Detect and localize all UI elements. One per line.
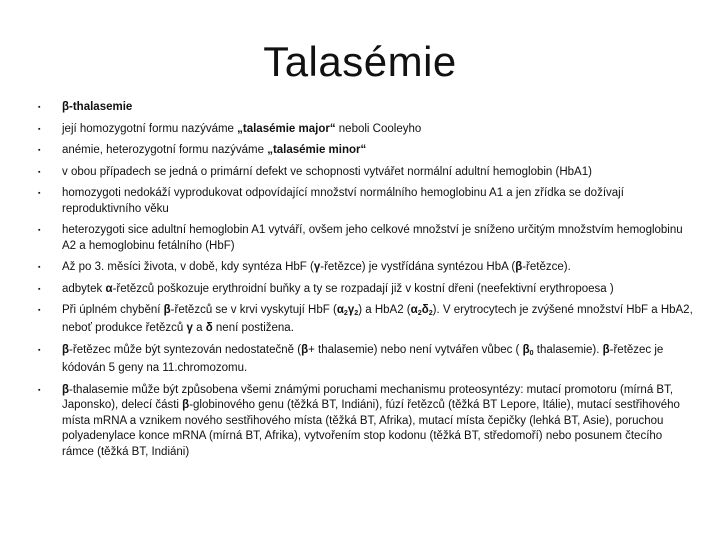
bullet-item xyxy=(38,122,694,138)
bullet-item xyxy=(38,143,694,159)
bullet-marker-icon: ▪ xyxy=(38,227,41,234)
bullet-marker-icon: ▪ xyxy=(38,104,41,111)
bullet-text: v obou případech se jedná o primární defekt ve schopnosti vytvářet normální adultní hemoglobin (HbA1) xyxy=(62,165,592,178)
bullet-item xyxy=(38,282,694,298)
bullet-marker-icon: ▪ xyxy=(38,285,41,293)
bullet-item xyxy=(38,100,694,116)
bullet-marker-icon: ▪ xyxy=(38,168,41,176)
bullet-item xyxy=(38,223,694,254)
bullet-marker-icon: ▪ xyxy=(38,264,41,271)
bullet-text: β-thalasemie xyxy=(62,101,133,113)
bullet-text: β-thalasemie může být způsobena všemi známými poruchami mechanismu proteosyntézy: mutací promotoru (mírná BT, Japonsko), delecí části β-globinového genu (těžká BT, Indiáni), fúzí řetězců (těžká BT Lepore, Itálie), mutací sestřihového místa mRNA a vznikem nového sestřihového místa (těžká BT, Afrika), mutací místa čepičky (lehká BT, Asie), poruchou polyadenylace konce mRNA (mírná BT, Afrika), vytvořením stop kodonu (těžká BT, středomoří) nebo posunem čtecího rámce (těžká BT, Indiáni) xyxy=(62,383,680,458)
bullet-text: homozygoti nedokáží vyprodukovat odpovídající množství normálního hemoglobinu A1 a jen zřídka se dožívají reproduktivního věku xyxy=(62,187,624,215)
bullet-marker-icon: ▪ xyxy=(38,346,41,354)
bullet-text: β-řetězec může být syntezován nedostatečně (β+ thalasemie) nebo není vytvářen vůbec ( $\beta_0$ thalasemie). β-řetězec je kódován 5 geny na 11.chromozomu. xyxy=(62,343,664,375)
bullet-text: anémie, heterozygotní formu nazýváme „talasémie minor“ xyxy=(62,144,367,156)
bullet-item xyxy=(38,383,694,461)
bullet-marker-icon: ▪ xyxy=(38,190,41,197)
bullet-item xyxy=(38,186,694,217)
bullet-text: adbytek α-řetězců poškozuje erythroidní buňky a ty se rozpadají již v kostní dřeni (neefektivní erythropoesa ) xyxy=(62,282,614,295)
bullet-text: Až po 3. měsíci života, v době, kdy syntéza HbF (γ-řetězce) je vystřídána syntézou HbA (β-řetězce). xyxy=(62,261,571,273)
bullet-marker-icon: ▪ xyxy=(38,386,41,394)
bullet-item xyxy=(38,260,694,276)
bullet-marker-icon: ▪ xyxy=(38,307,41,314)
bullet-item xyxy=(38,303,694,337)
bullet-item xyxy=(38,343,694,377)
bullet-marker-icon: ▪ xyxy=(38,125,41,133)
bullet-item xyxy=(38,165,694,181)
bullet-text: její homozygotní formu nazýváme „talasémie major“ neboli Cooleyho xyxy=(62,122,422,135)
bullet-list xyxy=(38,100,694,460)
slide-title: Talasémie xyxy=(263,38,457,85)
bullet-text: Při úplném chybění β-řetězců se v krvi vyskytují HbF $(\alpha_2\gamma_2)$ a HbA2 $(\alpha_2\delta_2)$. V erytrocytech je zvýšené množství HbF a HbA2, neboť produkce řetězců γ a δ není postižena. xyxy=(62,304,693,335)
bullet-marker-icon: ▪ xyxy=(38,147,41,154)
bullet-text: heterozygoti sice adultní hemoglobin A1 vytváří, ovšem jeho celkové množství je sníženo určitým množstvím hemoglobinu A2 a hemoglobinu fetálního (HbF) xyxy=(62,224,683,252)
